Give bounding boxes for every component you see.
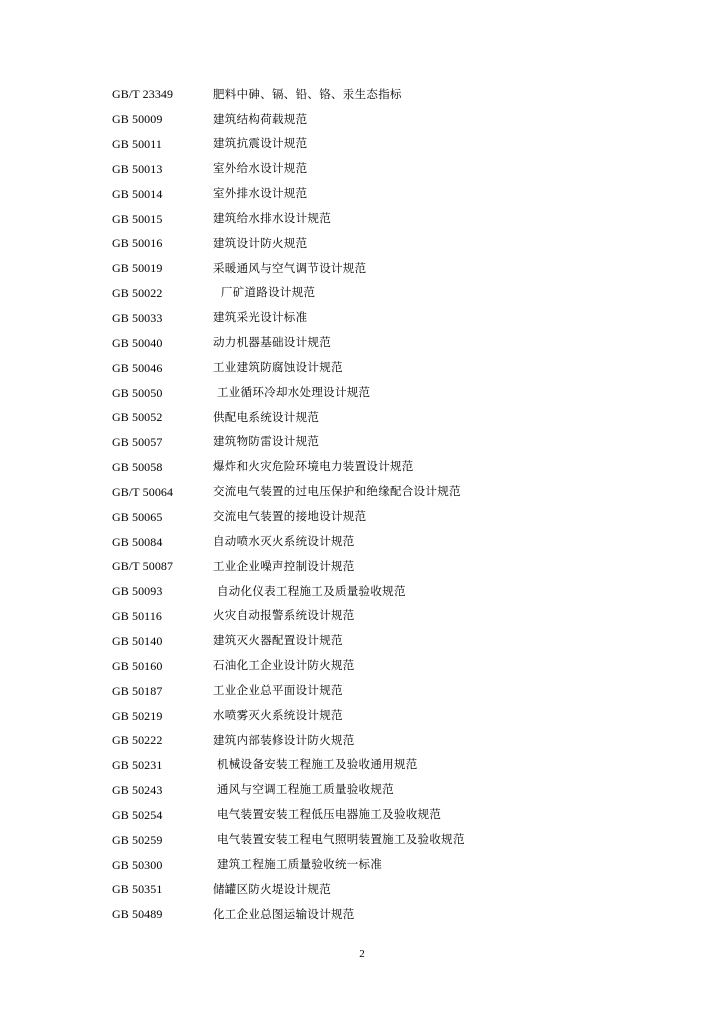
standard-row	[112, 231, 532, 256]
standard-row	[112, 604, 532, 629]
standard-title: 建筑结构荷载规范	[213, 111, 308, 126]
standards-list	[112, 82, 532, 927]
standard-row	[112, 653, 532, 678]
standard-row	[112, 181, 532, 206]
standard-code: GB 50022	[112, 286, 163, 301]
standard-row	[112, 902, 532, 927]
standard-title: 建筑设计防火规范	[213, 235, 308, 250]
standard-code: GB 50254	[112, 807, 163, 822]
standard-title: 建筑物防雷设计规范	[213, 434, 320, 449]
standard-title: 工业企业总平面设计规范	[213, 682, 343, 697]
standard-row	[112, 678, 532, 703]
standard-code: GB 50116	[112, 609, 163, 624]
standard-row	[112, 728, 532, 753]
standard-code: GB/T 50087	[112, 559, 174, 574]
standard-row	[112, 306, 532, 331]
standard-title: 自动喷水灭火系统设计规范	[213, 533, 355, 548]
standard-row	[112, 629, 532, 654]
standard-code: GB 50016	[112, 236, 163, 251]
standard-row	[112, 579, 532, 604]
standard-title: 工业循环冷却水处理设计规范	[213, 384, 371, 399]
standard-code: GB 50160	[112, 658, 163, 673]
standard-row	[112, 132, 532, 157]
standard-title: 工业企业噪声控制设计规范	[213, 558, 355, 573]
standard-title: 建筑给水排水设计规范	[213, 210, 331, 225]
page-number: 2	[359, 948, 365, 960]
standard-title: 电气装置安装工程低压电器施工及验收规范	[213, 807, 442, 822]
standard-row	[112, 480, 532, 505]
standard-code: GB 50013	[112, 161, 163, 176]
standard-row	[112, 778, 532, 803]
standard-title: 厂矿道路设计规范	[213, 285, 316, 300]
standard-title: 化工企业总图运输设计规范	[213, 906, 355, 921]
standard-code: GB 50052	[112, 410, 163, 425]
standard-row	[112, 405, 532, 430]
standard-row	[112, 256, 532, 281]
standard-row	[112, 852, 532, 877]
standard-row	[112, 107, 532, 132]
standard-code: GB 50009	[112, 112, 163, 127]
standard-title: 交流电气装置的过电压保护和绝缘配合设计规范	[213, 484, 461, 499]
standard-code: GB 50084	[112, 534, 163, 549]
standard-title: 水喷雾灭火系统设计规范	[213, 707, 343, 722]
standard-code: GB 50231	[112, 758, 163, 773]
standard-code: GB 50019	[112, 261, 163, 276]
standard-code: GB 50300	[112, 857, 163, 872]
standard-row	[112, 554, 532, 579]
standard-code: GB 50046	[112, 360, 163, 375]
standard-code: GB 50219	[112, 708, 163, 723]
standard-title: 建筑抗震设计规范	[213, 136, 308, 151]
standard-row	[112, 157, 532, 182]
standard-code: GB 50014	[112, 186, 163, 201]
standard-code: GB 50243	[112, 783, 163, 798]
standard-title: 室外给水设计规范	[213, 161, 308, 176]
standard-code: GB 50140	[112, 633, 163, 648]
standard-row	[112, 529, 532, 554]
standard-code: GB 50050	[112, 385, 163, 400]
standard-code: GB/T 23349	[112, 87, 174, 102]
standard-code: GB/T 50064	[112, 484, 174, 499]
standard-title: 建筑工程施工质量验收统一标准	[213, 856, 383, 871]
standard-title: 动力机器基础设计规范	[213, 335, 331, 350]
standard-row	[112, 206, 532, 231]
standard-code: GB 50065	[112, 509, 163, 524]
standard-row	[112, 355, 532, 380]
standard-row	[112, 430, 532, 455]
standard-title: 火灾自动报警系统设计规范	[213, 608, 355, 623]
standard-code: GB 50093	[112, 584, 163, 599]
standard-title: 自动化仪表工程施工及质量验收规范	[213, 583, 406, 598]
standard-title: 建筑采光设计标准	[213, 310, 308, 325]
standard-row	[112, 82, 532, 107]
standard-code: GB 50187	[112, 683, 163, 698]
standard-code: GB 50040	[112, 335, 163, 350]
standard-title: 工业建筑防腐蚀设计规范	[213, 359, 343, 374]
standard-title: 室外排水设计规范	[213, 186, 308, 201]
standard-row	[112, 877, 532, 902]
standard-title: 采暖通风与空气调节设计规范	[213, 260, 367, 275]
standard-row	[112, 330, 532, 355]
standard-code: GB 50222	[112, 733, 163, 748]
standard-title: 建筑灭火器配置设计规范	[213, 633, 343, 648]
standard-row	[112, 281, 532, 306]
standard-code: GB 50033	[112, 311, 163, 326]
standard-row	[112, 380, 532, 405]
standard-row	[112, 753, 532, 778]
standard-code: GB 50351	[112, 882, 163, 897]
standard-title: 肥料中砷、镉、铅、铬、汞生态指标	[213, 86, 402, 101]
standard-code: GB 50489	[112, 907, 163, 922]
standard-row	[112, 827, 532, 852]
standard-code: GB 50057	[112, 435, 163, 450]
standard-row	[112, 802, 532, 827]
standard-row	[112, 703, 532, 728]
standard-code: GB 50259	[112, 832, 163, 847]
standard-code: GB 50015	[112, 211, 163, 226]
standard-row	[112, 455, 532, 480]
standard-code: GB 50011	[112, 137, 163, 152]
standard-title: 建筑内部装修设计防火规范	[213, 732, 355, 747]
standard-title: 交流电气装置的接地设计规范	[213, 509, 367, 524]
standard-title: 通风与空调工程施工质量验收规范	[213, 782, 394, 797]
standard-row	[112, 504, 532, 529]
standard-title: 供配电系统设计规范	[213, 409, 320, 424]
standard-title: 储罐区防火堤设计规范	[213, 881, 331, 896]
standard-title: 机械设备安装工程施工及验收通用规范	[213, 757, 418, 772]
standard-title: 电气装置安装工程电气照明装置施工及验收规范	[213, 831, 465, 846]
standard-code: GB 50058	[112, 460, 163, 475]
standard-title: 石油化工企业设计防火规范	[213, 658, 355, 673]
standard-title: 爆炸和火灾危险环境电力装置设计规范	[213, 459, 414, 474]
